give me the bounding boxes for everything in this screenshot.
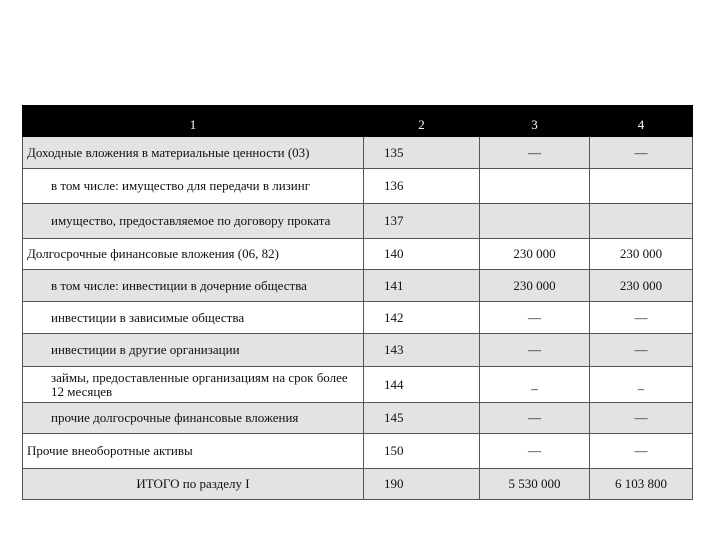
table-row <box>23 204 693 239</box>
header-col-4: 4 <box>590 106 693 137</box>
row-value-col3: — <box>480 137 590 169</box>
table-row <box>23 137 693 169</box>
row-label: Долгосрочные финансовые вложения (06, 82) <box>23 239 364 270</box>
row-code: 150 <box>364 434 480 469</box>
row-value-col3: — <box>480 434 590 469</box>
row-code: 135 <box>364 137 480 169</box>
table-row <box>23 239 693 270</box>
table-row <box>23 434 693 469</box>
row-value-col4: 230 000 <box>590 270 693 302</box>
total-row <box>23 469 693 500</box>
table-row <box>23 367 693 403</box>
row-value-col4: 230 000 <box>590 239 693 270</box>
row-label: прочие долгосрочные финансовые вложения <box>23 403 364 434</box>
row-value-col3: 230 000 <box>480 239 590 270</box>
table-row <box>23 302 693 334</box>
row-code: 190 <box>364 469 480 500</box>
row-label: Доходные вложения в материальные ценности (03) <box>23 137 364 169</box>
row-label: инвестиции в другие организации <box>23 334 364 367</box>
row-code: 145 <box>364 403 480 434</box>
row-value-col3 <box>480 169 590 204</box>
row-value-col3: 5 530 000 <box>480 469 590 500</box>
row-value-col4: — <box>590 137 693 169</box>
table-row <box>23 334 693 367</box>
header-row <box>23 106 693 137</box>
row-value-col4: — <box>590 434 693 469</box>
row-label: имущество, предоставляемое по договору проката <box>23 204 364 239</box>
row-value-col4: — <box>590 302 693 334</box>
row-value-col4: 6 103 800 <box>590 469 693 500</box>
balance-sheet-table <box>22 105 693 500</box>
row-label: в том числе: имущество для передачи в лизинг <box>23 169 364 204</box>
row-value-col4: – <box>590 367 693 403</box>
row-label: Прочие внеоборотные активы <box>23 434 364 469</box>
row-label: в том числе: инвестиции в дочерние общества <box>23 270 364 302</box>
table-row <box>23 403 693 434</box>
row-code: 136 <box>364 169 480 204</box>
header-col-1: 1 <box>23 106 364 137</box>
row-code: 142 <box>364 302 480 334</box>
header-col-3: 3 <box>480 106 590 137</box>
balance-sheet-table-container <box>22 105 692 500</box>
row-code: 140 <box>364 239 480 270</box>
total-label: ИТОГО по разделу I <box>23 469 364 500</box>
row-label: инвестиции в зависимые общества <box>23 302 364 334</box>
row-value-col3 <box>480 204 590 239</box>
row-code: 141 <box>364 270 480 302</box>
table-row <box>23 169 693 204</box>
row-value-col4 <box>590 204 693 239</box>
table-row <box>23 270 693 302</box>
row-label: займы, предоставленные организациям на срок более 12 месяцев <box>23 367 364 403</box>
row-value-col3: – <box>480 367 590 403</box>
row-code: 143 <box>364 334 480 367</box>
row-value-col3: — <box>480 302 590 334</box>
row-value-col3: 230 000 <box>480 270 590 302</box>
row-value-col3: — <box>480 334 590 367</box>
row-value-col4: — <box>590 403 693 434</box>
row-value-col4 <box>590 169 693 204</box>
row-code: 137 <box>364 204 480 239</box>
row-value-col4: — <box>590 334 693 367</box>
header-col-2: 2 <box>364 106 480 137</box>
row-code: 144 <box>364 367 480 403</box>
row-value-col3: — <box>480 403 590 434</box>
